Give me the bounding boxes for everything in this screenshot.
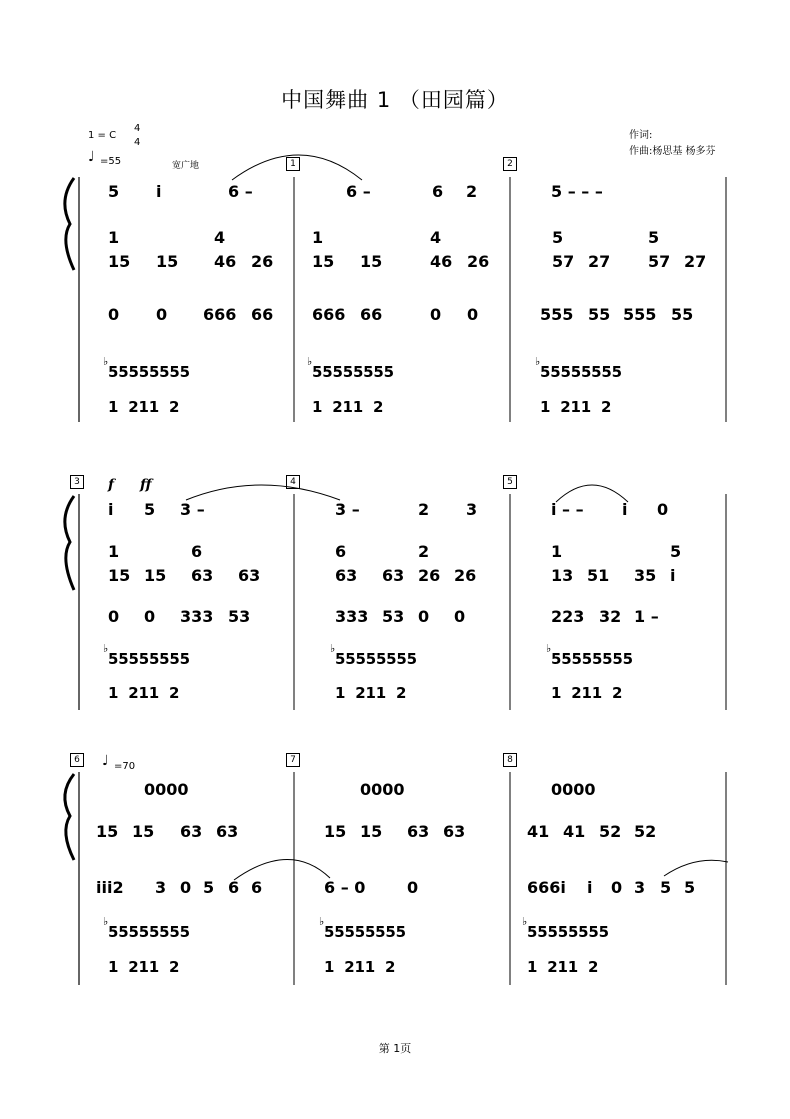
v2-lower-note: 27 [684, 252, 707, 271]
v2-lower-note: 15 [144, 566, 167, 585]
v2-lower-note: 15 [360, 822, 383, 841]
v3-note: 6 [251, 878, 263, 897]
drum-upper-pattern: 55555555 [108, 650, 190, 668]
v3-note: 0 [407, 878, 419, 897]
melody-note: 6 [432, 182, 444, 201]
v3-note: 53 [382, 607, 405, 626]
v2-lower-note: 63 [335, 566, 358, 585]
v2-lower-note: i [670, 566, 676, 585]
lyricist: 作词: [629, 130, 653, 141]
drum-lower-pattern: 1 211 2 [527, 958, 599, 976]
composer: 作曲:杨思基 杨多芬 [629, 146, 716, 157]
v2-lower-note: 63 [407, 822, 430, 841]
flat-sign-icon: ♭ [307, 355, 313, 368]
v3-note: 55 [671, 305, 694, 324]
v3-note: 0 [156, 305, 168, 324]
melody-note: i [156, 182, 162, 201]
tempo-marking: =55 [100, 156, 122, 167]
v2-upper-note: 1 [551, 542, 563, 561]
v2-upper-note: 5 [648, 228, 660, 247]
v2-lower-note: 51 [587, 566, 610, 585]
v3-note: 6 – 0 [324, 878, 366, 897]
v2-lower-note: 41 [527, 822, 550, 841]
v3-note: 223 [551, 607, 585, 626]
quarter-note-icon: ♩ [88, 149, 95, 165]
drum-lower-pattern: 1 211 2 [324, 958, 396, 976]
melody-note: 3 – [335, 500, 360, 519]
v2-lower-note: 27 [588, 252, 611, 271]
v3-note: 53 [228, 607, 251, 626]
quarter-note-icon: ♩ [102, 753, 109, 769]
v3-note: 666 [312, 305, 346, 324]
v3-note: 5 [203, 878, 215, 897]
drum-lower-pattern: 1 211 2 [335, 684, 407, 702]
v3-note: 0 [180, 878, 192, 897]
v2-upper-note: 4 [214, 228, 226, 247]
v3-note: 66 [360, 305, 383, 324]
v3-note: 0 [418, 607, 430, 626]
measure-number: 2 [503, 157, 517, 171]
v3-note: 0 [611, 878, 623, 897]
page-number: 第 1页 [378, 1042, 412, 1055]
drum-upper-pattern: 55555555 [335, 650, 417, 668]
measure-number: 1 [286, 157, 300, 171]
v2-upper-note: 6 [191, 542, 203, 561]
tempo-marking-2: =70 [114, 761, 136, 772]
flat-sign-icon: ♭ [535, 355, 541, 368]
v2-lower-note: 15 [108, 252, 131, 271]
drum-lower-pattern: 1 211 2 [108, 958, 180, 976]
drum-upper-pattern: 55555555 [312, 363, 394, 381]
flat-sign-icon: ♭ [330, 642, 336, 655]
v2-lower-note: 46 [430, 252, 453, 271]
v3-note: 3 [155, 878, 167, 897]
v3-note: 666i [527, 878, 566, 897]
v2-upper-note: 5 [670, 542, 682, 561]
v2-lower-note: 26 [454, 566, 477, 585]
drum-upper-pattern: 55555555 [108, 363, 190, 381]
measure-number: 4 [286, 475, 300, 489]
v3-note: 6 [228, 878, 240, 897]
melody-note: i [622, 500, 628, 519]
melody-note: 2 [466, 182, 478, 201]
v2-lower-note: 63 [443, 822, 466, 841]
melody-note: 0 [657, 500, 669, 519]
measure-number: 7 [286, 753, 300, 767]
drum-upper-pattern: 55555555 [324, 923, 406, 941]
score-title: 中国舞曲 1 （田园篇） [281, 88, 509, 112]
v3-note: 0 [430, 305, 442, 324]
v3-note: 3 [634, 878, 646, 897]
expression-marking: 宽广地 [172, 161, 200, 171]
melody-note: 5 [108, 182, 120, 201]
drum-upper-pattern: 55555555 [540, 363, 622, 381]
v2-lower-note: 26 [251, 252, 274, 271]
v2-upper-note: 6 [335, 542, 347, 561]
v3-note: 555 [623, 305, 657, 324]
melody-note: 0000 [144, 780, 189, 799]
melody-note: 3 [466, 500, 478, 519]
drum-lower-pattern: 1 211 2 [108, 684, 180, 702]
v2-lower-note: 63 [180, 822, 203, 841]
v3-note: 66 [251, 305, 274, 324]
v3-note: 0 [144, 607, 156, 626]
v2-lower-note: 15 [324, 822, 347, 841]
time-sig-bottom: 4 [134, 137, 141, 148]
flat-sign-icon: ♭ [103, 355, 109, 368]
drum-upper-pattern: 55555555 [551, 650, 633, 668]
measure-number: 8 [503, 753, 517, 767]
v3-note: 55 [588, 305, 611, 324]
v2-lower-note: 35 [634, 566, 657, 585]
flat-sign-icon: ♭ [522, 915, 528, 928]
v2-lower-note: 63 [216, 822, 239, 841]
drum-lower-pattern: 1 211 2 [551, 684, 623, 702]
v3-note: 0 [108, 305, 120, 324]
v2-lower-note: 15 [156, 252, 179, 271]
v2-lower-note: 63 [382, 566, 405, 585]
time-sig-top: 4 [134, 123, 141, 134]
v3-note: iii2 [96, 878, 124, 897]
measure-number: 3 [70, 475, 84, 489]
v2-lower-note: 41 [563, 822, 586, 841]
v3-note: 5 [684, 878, 696, 897]
drum-lower-pattern: 1 211 2 [108, 398, 180, 416]
v2-upper-note: 2 [418, 542, 430, 561]
v3-note: i [587, 878, 593, 897]
v2-lower-note: 26 [467, 252, 490, 271]
v3-note: 1 – [634, 607, 659, 626]
flat-sign-icon: ♭ [546, 642, 552, 655]
melody-note: 0000 [551, 780, 596, 799]
flat-sign-icon: ♭ [319, 915, 325, 928]
v2-lower-note: 15 [108, 566, 131, 585]
melody-note: 6 – [346, 182, 371, 201]
v2-lower-note: 46 [214, 252, 237, 271]
melody-note: i – – [551, 500, 584, 519]
flat-sign-icon: ♭ [103, 915, 109, 928]
v2-lower-note: 57 [648, 252, 671, 271]
measure-number: 6 [70, 753, 84, 767]
measure-number: 5 [503, 475, 517, 489]
v3-note: 0 [467, 305, 479, 324]
melody-note: 5 [144, 500, 156, 519]
melody-note: i [108, 500, 114, 519]
v2-lower-note: 63 [191, 566, 214, 585]
v3-note: 333 [335, 607, 369, 626]
drum-lower-pattern: 1 211 2 [540, 398, 612, 416]
dynamic-forte: f [108, 477, 115, 493]
v2-lower-note: 63 [238, 566, 261, 585]
v2-upper-note: 1 [108, 542, 120, 561]
melody-note: 5 – – – [551, 182, 603, 201]
dynamic-fortissimo: ff [140, 477, 152, 493]
v2-lower-note: 52 [599, 822, 622, 841]
v3-note: 666 [203, 305, 237, 324]
v3-note: 32 [599, 607, 622, 626]
melody-note: 0000 [360, 780, 405, 799]
melody-note: 6 – [228, 182, 253, 201]
v2-lower-note: 15 [96, 822, 119, 841]
v2-lower-note: 57 [552, 252, 575, 271]
flat-sign-icon: ♭ [103, 642, 109, 655]
melody-note: 3 – [180, 500, 205, 519]
drum-lower-pattern: 1 211 2 [312, 398, 384, 416]
v2-lower-note: 13 [551, 566, 574, 585]
v3-note: 555 [540, 305, 574, 324]
drum-upper-pattern: 55555555 [527, 923, 609, 941]
v2-upper-note: 1 [312, 228, 324, 247]
v2-lower-note: 15 [360, 252, 383, 271]
v2-lower-note: 15 [132, 822, 155, 841]
v2-upper-note: 1 [108, 228, 120, 247]
v3-note: 333 [180, 607, 214, 626]
key-signature: 1 = C [88, 130, 117, 141]
v2-upper-note: 5 [552, 228, 564, 247]
v2-lower-note: 15 [312, 252, 335, 271]
drum-upper-pattern: 55555555 [108, 923, 190, 941]
v2-lower-note: 26 [418, 566, 441, 585]
v3-note: 0 [108, 607, 120, 626]
melody-note: 2 [418, 500, 430, 519]
v3-note: 0 [454, 607, 466, 626]
v2-lower-note: 52 [634, 822, 657, 841]
v3-note: 5 [660, 878, 672, 897]
v2-upper-note: 4 [430, 228, 442, 247]
